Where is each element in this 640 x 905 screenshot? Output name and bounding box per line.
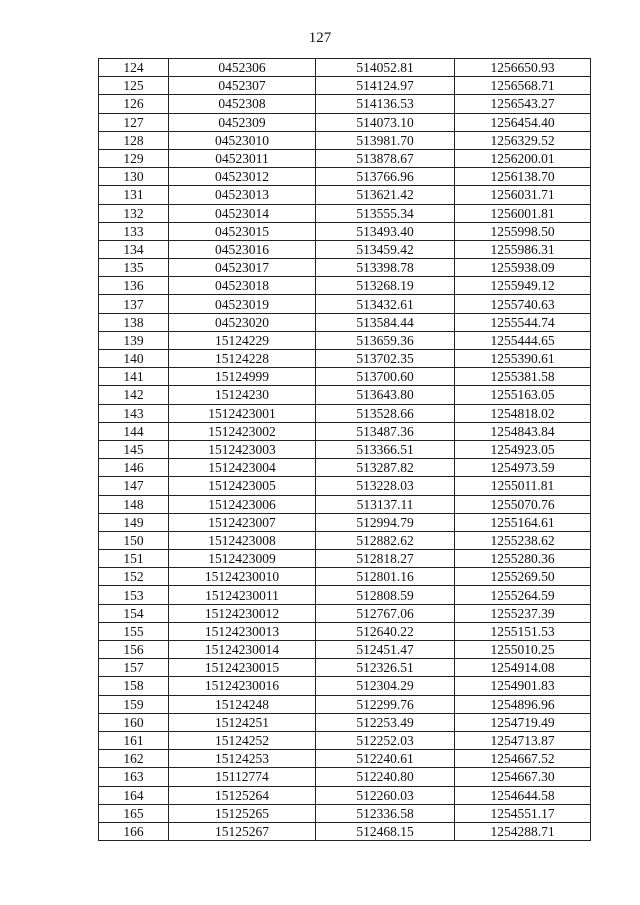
row-index-cell: 150 xyxy=(99,531,169,549)
x-coordinate-cell: 514052.81 xyxy=(316,59,455,77)
y-coordinate-cell: 1255444.65 xyxy=(455,331,591,349)
point-id-cell: 04523013 xyxy=(169,186,316,204)
table-row xyxy=(99,59,591,77)
x-coordinate-cell: 512240.80 xyxy=(316,768,455,786)
y-coordinate-cell: 1254843.84 xyxy=(455,422,591,440)
x-coordinate-cell: 512767.06 xyxy=(316,604,455,622)
point-id-cell: 1512423005 xyxy=(169,477,316,495)
row-index-cell: 166 xyxy=(99,822,169,840)
point-id-cell: 04523012 xyxy=(169,168,316,186)
y-coordinate-cell: 1254644.58 xyxy=(455,786,591,804)
y-coordinate-cell: 1254551.17 xyxy=(455,804,591,822)
y-coordinate-cell: 1256031.71 xyxy=(455,186,591,204)
table-row xyxy=(99,386,591,404)
point-id-cell: 15124230010 xyxy=(169,568,316,586)
row-index-cell: 159 xyxy=(99,695,169,713)
table-row xyxy=(99,77,591,95)
row-index-cell: 146 xyxy=(99,459,169,477)
point-id-cell: 1512423007 xyxy=(169,513,316,531)
table-row xyxy=(99,713,591,731)
x-coordinate-cell: 512882.62 xyxy=(316,531,455,549)
y-coordinate-cell: 1254818.02 xyxy=(455,404,591,422)
table-row xyxy=(99,531,591,549)
y-coordinate-cell: 1254719.49 xyxy=(455,713,591,731)
point-id-cell: 15124229 xyxy=(169,331,316,349)
point-id-cell: 15125267 xyxy=(169,822,316,840)
point-id-cell: 15124252 xyxy=(169,731,316,749)
table-row xyxy=(99,331,591,349)
row-index-cell: 164 xyxy=(99,786,169,804)
row-index-cell: 124 xyxy=(99,59,169,77)
page-number: 127 xyxy=(308,30,332,46)
row-index-cell: 129 xyxy=(99,149,169,167)
table-row xyxy=(99,95,591,113)
x-coordinate-cell: 513981.70 xyxy=(316,131,455,149)
row-index-cell: 132 xyxy=(99,204,169,222)
y-coordinate-cell: 1256200.01 xyxy=(455,149,591,167)
point-id-cell: 15124251 xyxy=(169,713,316,731)
table-row xyxy=(99,822,591,840)
table-row xyxy=(99,295,591,313)
x-coordinate-cell: 512304.29 xyxy=(316,677,455,695)
y-coordinate-cell: 1255381.58 xyxy=(455,368,591,386)
x-coordinate-cell: 513584.44 xyxy=(316,313,455,331)
row-index-cell: 135 xyxy=(99,259,169,277)
x-coordinate-cell: 513487.36 xyxy=(316,422,455,440)
point-id-cell: 15124230011 xyxy=(169,586,316,604)
y-coordinate-cell: 1255998.50 xyxy=(455,222,591,240)
point-id-cell: 1512423008 xyxy=(169,531,316,549)
point-id-cell: 04523019 xyxy=(169,295,316,313)
row-index-cell: 157 xyxy=(99,659,169,677)
point-id-cell: 04523016 xyxy=(169,240,316,258)
x-coordinate-cell: 512326.51 xyxy=(316,659,455,677)
y-coordinate-cell: 1254901.83 xyxy=(455,677,591,695)
row-index-cell: 136 xyxy=(99,277,169,295)
table-row xyxy=(99,113,591,131)
row-index-cell: 139 xyxy=(99,331,169,349)
x-coordinate-cell: 512468.15 xyxy=(316,822,455,840)
table-row xyxy=(99,404,591,422)
point-id-cell: 04523011 xyxy=(169,149,316,167)
y-coordinate-cell: 1255269.50 xyxy=(455,568,591,586)
table-row xyxy=(99,149,591,167)
table-row xyxy=(99,422,591,440)
row-index-cell: 138 xyxy=(99,313,169,331)
table-row xyxy=(99,695,591,713)
x-coordinate-cell: 513137.11 xyxy=(316,495,455,513)
x-coordinate-cell: 512818.27 xyxy=(316,550,455,568)
y-coordinate-cell: 1255010.25 xyxy=(455,641,591,659)
table-row xyxy=(99,186,591,204)
y-coordinate-cell: 1256568.71 xyxy=(455,77,591,95)
table-row xyxy=(99,350,591,368)
y-coordinate-cell: 1255949.12 xyxy=(455,277,591,295)
x-coordinate-cell: 513659.36 xyxy=(316,331,455,349)
point-id-cell: 1512423004 xyxy=(169,459,316,477)
table-row xyxy=(99,731,591,749)
x-coordinate-cell: 513555.34 xyxy=(316,204,455,222)
table-row xyxy=(99,804,591,822)
row-index-cell: 156 xyxy=(99,641,169,659)
point-id-cell: 1512423009 xyxy=(169,550,316,568)
row-index-cell: 144 xyxy=(99,422,169,440)
point-id-cell: 04523015 xyxy=(169,222,316,240)
table-row xyxy=(99,550,591,568)
x-coordinate-cell: 513287.82 xyxy=(316,459,455,477)
row-index-cell: 130 xyxy=(99,168,169,186)
row-index-cell: 133 xyxy=(99,222,169,240)
table-row xyxy=(99,313,591,331)
point-id-cell: 0452308 xyxy=(169,95,316,113)
row-index-cell: 162 xyxy=(99,750,169,768)
point-id-cell: 04523017 xyxy=(169,259,316,277)
x-coordinate-cell: 513621.42 xyxy=(316,186,455,204)
point-id-cell: 15112774 xyxy=(169,768,316,786)
row-index-cell: 126 xyxy=(99,95,169,113)
row-index-cell: 141 xyxy=(99,368,169,386)
row-index-cell: 128 xyxy=(99,131,169,149)
table-row xyxy=(99,459,591,477)
point-id-cell: 15124230 xyxy=(169,386,316,404)
table-row xyxy=(99,568,591,586)
x-coordinate-cell: 512253.49 xyxy=(316,713,455,731)
row-index-cell: 140 xyxy=(99,350,169,368)
y-coordinate-cell: 1255986.31 xyxy=(455,240,591,258)
row-index-cell: 163 xyxy=(99,768,169,786)
x-coordinate-cell: 513228.03 xyxy=(316,477,455,495)
x-coordinate-cell: 514136.53 xyxy=(316,95,455,113)
table-row xyxy=(99,368,591,386)
point-id-cell: 04523014 xyxy=(169,204,316,222)
point-id-cell: 15124230013 xyxy=(169,622,316,640)
table-row xyxy=(99,222,591,240)
x-coordinate-cell: 513398.78 xyxy=(316,259,455,277)
table-row xyxy=(99,786,591,804)
point-id-cell: 1512423001 xyxy=(169,404,316,422)
x-coordinate-cell: 513878.67 xyxy=(316,149,455,167)
point-id-cell: 0452309 xyxy=(169,113,316,131)
x-coordinate-cell: 513643.80 xyxy=(316,386,455,404)
row-index-cell: 160 xyxy=(99,713,169,731)
table-row xyxy=(99,677,591,695)
point-id-cell: 04523010 xyxy=(169,131,316,149)
row-index-cell: 155 xyxy=(99,622,169,640)
row-index-cell: 165 xyxy=(99,804,169,822)
coordinates-table xyxy=(98,58,591,841)
point-id-cell: 15125264 xyxy=(169,786,316,804)
point-id-cell: 15124230012 xyxy=(169,604,316,622)
x-coordinate-cell: 513700.60 xyxy=(316,368,455,386)
point-id-cell: 1512423003 xyxy=(169,440,316,458)
y-coordinate-cell: 1255237.39 xyxy=(455,604,591,622)
table-row xyxy=(99,168,591,186)
table-row xyxy=(99,750,591,768)
point-id-cell: 04523018 xyxy=(169,277,316,295)
x-coordinate-cell: 512336.58 xyxy=(316,804,455,822)
x-coordinate-cell: 512451.47 xyxy=(316,641,455,659)
point-id-cell: 15124230014 xyxy=(169,641,316,659)
row-index-cell: 151 xyxy=(99,550,169,568)
table-row xyxy=(99,259,591,277)
y-coordinate-cell: 1254973.59 xyxy=(455,459,591,477)
y-coordinate-cell: 1255280.36 xyxy=(455,550,591,568)
y-coordinate-cell: 1256138.70 xyxy=(455,168,591,186)
row-index-cell: 142 xyxy=(99,386,169,404)
x-coordinate-cell: 512299.76 xyxy=(316,695,455,713)
y-coordinate-cell: 1255264.59 xyxy=(455,586,591,604)
row-index-cell: 158 xyxy=(99,677,169,695)
point-id-cell: 1512423006 xyxy=(169,495,316,513)
row-index-cell: 137 xyxy=(99,295,169,313)
x-coordinate-cell: 513268.19 xyxy=(316,277,455,295)
y-coordinate-cell: 1254914.08 xyxy=(455,659,591,677)
table-row xyxy=(99,440,591,458)
table-row xyxy=(99,604,591,622)
x-coordinate-cell: 514073.10 xyxy=(316,113,455,131)
table-row xyxy=(99,513,591,531)
table-row xyxy=(99,277,591,295)
y-coordinate-cell: 1256001.81 xyxy=(455,204,591,222)
x-coordinate-cell: 514124.97 xyxy=(316,77,455,95)
y-coordinate-cell: 1255164.61 xyxy=(455,513,591,531)
x-coordinate-cell: 512801.16 xyxy=(316,568,455,586)
y-coordinate-cell: 1256650.93 xyxy=(455,59,591,77)
point-id-cell: 15124999 xyxy=(169,368,316,386)
row-index-cell: 147 xyxy=(99,477,169,495)
x-coordinate-cell: 512808.59 xyxy=(316,586,455,604)
x-coordinate-cell: 513702.35 xyxy=(316,350,455,368)
point-id-cell: 15124230015 xyxy=(169,659,316,677)
point-id-cell: 04523020 xyxy=(169,313,316,331)
table-row xyxy=(99,131,591,149)
y-coordinate-cell: 1255151.53 xyxy=(455,622,591,640)
y-coordinate-cell: 1255163.05 xyxy=(455,386,591,404)
y-coordinate-cell: 1254288.71 xyxy=(455,822,591,840)
table-row xyxy=(99,240,591,258)
point-id-cell: 1512423002 xyxy=(169,422,316,440)
table-row xyxy=(99,641,591,659)
y-coordinate-cell: 1255238.62 xyxy=(455,531,591,549)
y-coordinate-cell: 1256454.40 xyxy=(455,113,591,131)
row-index-cell: 131 xyxy=(99,186,169,204)
row-index-cell: 161 xyxy=(99,731,169,749)
y-coordinate-cell: 1255740.63 xyxy=(455,295,591,313)
x-coordinate-cell: 513528.66 xyxy=(316,404,455,422)
x-coordinate-cell: 513366.51 xyxy=(316,440,455,458)
y-coordinate-cell: 1254667.52 xyxy=(455,750,591,768)
table-body xyxy=(99,59,591,841)
y-coordinate-cell: 1256543.27 xyxy=(455,95,591,113)
y-coordinate-cell: 1255070.76 xyxy=(455,495,591,513)
row-index-cell: 149 xyxy=(99,513,169,531)
table-row xyxy=(99,622,591,640)
y-coordinate-cell: 1256329.52 xyxy=(455,131,591,149)
x-coordinate-cell: 512640.22 xyxy=(316,622,455,640)
point-id-cell: 15125265 xyxy=(169,804,316,822)
table-row xyxy=(99,495,591,513)
row-index-cell: 127 xyxy=(99,113,169,131)
table-row xyxy=(99,477,591,495)
row-index-cell: 125 xyxy=(99,77,169,95)
point-id-cell: 15124248 xyxy=(169,695,316,713)
row-index-cell: 148 xyxy=(99,495,169,513)
table-row xyxy=(99,586,591,604)
x-coordinate-cell: 512252.03 xyxy=(316,731,455,749)
y-coordinate-cell: 1254713.87 xyxy=(455,731,591,749)
y-coordinate-cell: 1254923.05 xyxy=(455,440,591,458)
table-row xyxy=(99,768,591,786)
x-coordinate-cell: 512260.03 xyxy=(316,786,455,804)
y-coordinate-cell: 1255938.09 xyxy=(455,259,591,277)
x-coordinate-cell: 513459.42 xyxy=(316,240,455,258)
table-row xyxy=(99,659,591,677)
y-coordinate-cell: 1255390.61 xyxy=(455,350,591,368)
row-index-cell: 134 xyxy=(99,240,169,258)
y-coordinate-cell: 1254896.96 xyxy=(455,695,591,713)
x-coordinate-cell: 513432.61 xyxy=(316,295,455,313)
point-id-cell: 15124253 xyxy=(169,750,316,768)
point-id-cell: 0452307 xyxy=(169,77,316,95)
point-id-cell: 15124230016 xyxy=(169,677,316,695)
row-index-cell: 143 xyxy=(99,404,169,422)
point-id-cell: 0452306 xyxy=(169,59,316,77)
row-index-cell: 145 xyxy=(99,440,169,458)
x-coordinate-cell: 512240.61 xyxy=(316,750,455,768)
x-coordinate-cell: 513766.96 xyxy=(316,168,455,186)
x-coordinate-cell: 512994.79 xyxy=(316,513,455,531)
row-index-cell: 152 xyxy=(99,568,169,586)
x-coordinate-cell: 513493.40 xyxy=(316,222,455,240)
table-row xyxy=(99,204,591,222)
row-index-cell: 153 xyxy=(99,586,169,604)
y-coordinate-cell: 1255011.81 xyxy=(455,477,591,495)
y-coordinate-cell: 1255544.74 xyxy=(455,313,591,331)
row-index-cell: 154 xyxy=(99,604,169,622)
point-id-cell: 15124228 xyxy=(169,350,316,368)
y-coordinate-cell: 1254667.30 xyxy=(455,768,591,786)
